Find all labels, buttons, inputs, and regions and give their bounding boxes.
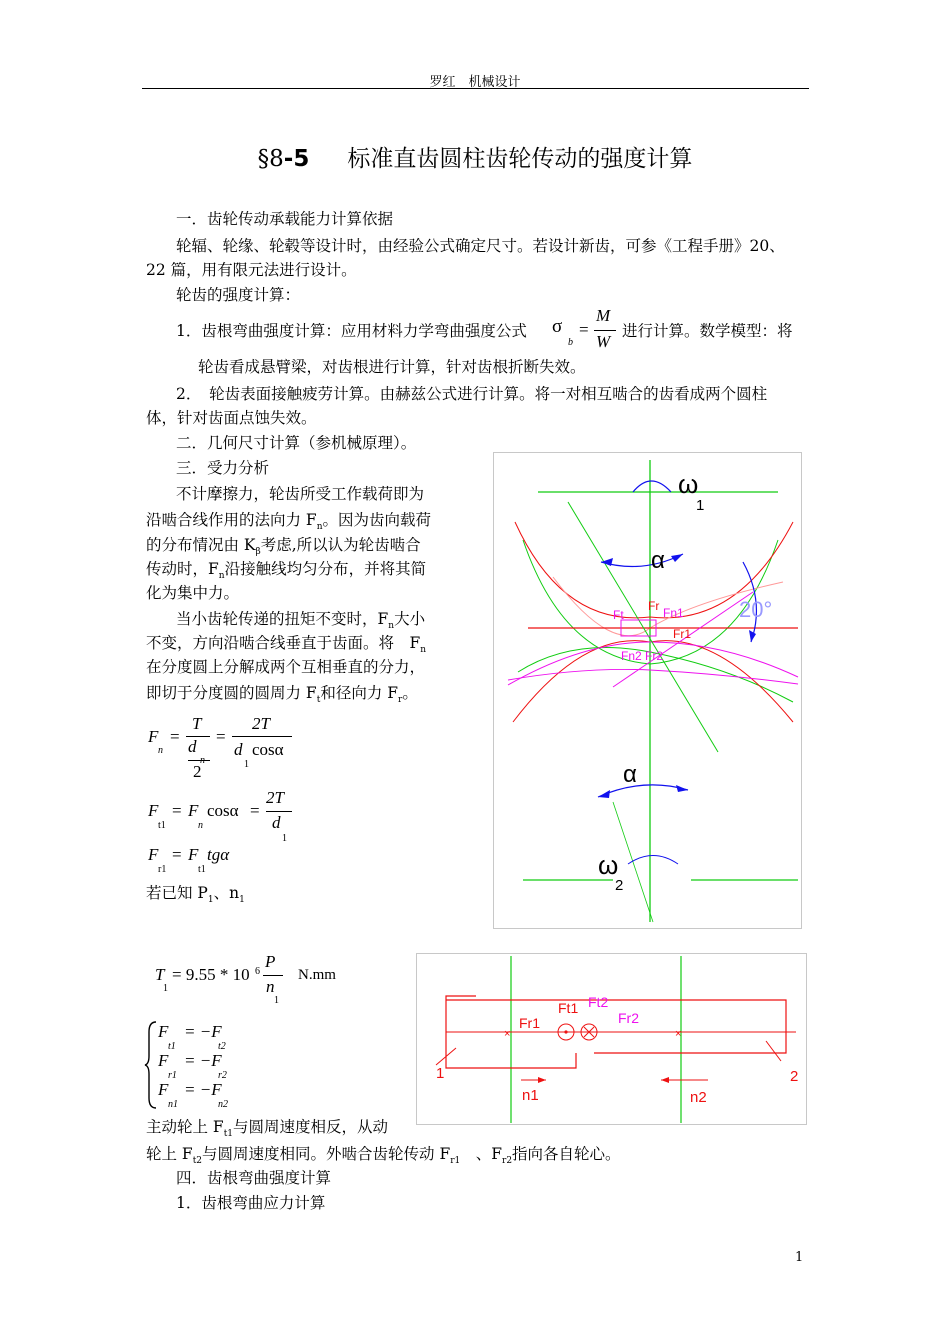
heading-4: 四．齿根弯曲强度计算	[176, 1169, 332, 1187]
paragraph-line: 轮齿的强度计算：	[176, 286, 301, 304]
svg-text:2: 2	[790, 1068, 799, 1085]
fraction-bar	[594, 330, 616, 331]
svg-text:1: 1	[436, 1065, 445, 1082]
angle-label: 20°	[739, 597, 773, 622]
paragraph-line: 在分度圆上分解成两个互相垂直的分力，	[146, 658, 426, 676]
section-title-text: 标准直齿圆柱齿轮传动的强度计算	[347, 146, 693, 172]
svg-text:2: 2	[615, 877, 624, 894]
omega1-label: ω	[678, 469, 699, 499]
section-number: -5	[283, 146, 310, 172]
paragraph-line: 轮上 $F_{t2}$与圆周速度相同。外啮合齿轮传动 $F_{r1}$ 、$F_{r2}$指向各自轮心。	[146, 1145, 621, 1166]
formula-denominator: W	[596, 332, 611, 351]
svg-text:n1: n1	[522, 1087, 539, 1104]
alpha2-label: α	[623, 761, 637, 788]
header-rule	[142, 88, 809, 89]
heading-5: 1．齿根弯曲应力计算	[176, 1194, 326, 1212]
running-header: 罗红 机械设计	[429, 75, 521, 90]
svg-text:Fr1: Fr1	[519, 1015, 540, 1031]
svg-text:1: 1	[696, 497, 705, 514]
heading-3: 三．受力分析	[176, 459, 270, 477]
paragraph-line: 若已知 $P_1$、$n_1$	[146, 884, 245, 905]
paragraph-line: 化为集中力。	[146, 584, 240, 602]
paragraph-line: 即切于分度圆的圆周力 $F_t$和径向力 $F_r$。	[146, 684, 418, 705]
paragraph-line: 不计摩擦力，轮齿所受工作载荷即为	[176, 485, 425, 503]
paragraph-line: 进行计算。数学模型：将	[622, 322, 793, 340]
formula-sigma: σ	[552, 316, 563, 337]
svg-text:×: ×	[675, 1028, 682, 1040]
svg-text:Fr: Fr	[648, 599, 660, 613]
shaft-force-diagram	[416, 953, 808, 1126]
paragraph-line: 1．齿根弯曲强度计算：应用材料力学弯曲强度公式	[176, 322, 527, 340]
svg-text:Fr1: Fr1	[673, 627, 691, 641]
svg-text:Fr2: Fr2	[645, 649, 663, 663]
paragraph-line: 22 篇，用有限元法进行设计。	[146, 261, 357, 279]
paragraph-line: 沿啮合线作用的法向力 $F_n$。因为齿向载荷	[146, 511, 431, 532]
formula-sub: b	[568, 337, 573, 348]
svg-text:Fn1: Fn1	[663, 606, 684, 620]
svg-text:Fn2: Fn2	[621, 649, 642, 663]
omega2-label: ω	[598, 850, 619, 880]
paragraph-line: 2． 轮齿表面接触疲劳计算。由赫兹公式进行计算。将一对相互啮合的齿看成两个圆柱	[176, 385, 768, 403]
gear-mesh-diagram	[493, 452, 803, 930]
heading-2: 二．几何尺寸计算（参机械原理）。	[176, 434, 417, 452]
formula-numerator: M	[596, 306, 611, 325]
heading-1: 一．齿轮传动承载能力计算依据	[176, 210, 394, 228]
svg-text:Fr2: Fr2	[618, 1010, 639, 1026]
svg-text:×: ×	[504, 1028, 511, 1040]
svg-text:Ft1: Ft1	[558, 1000, 579, 1016]
paragraph-line: 当小齿轮传递的扭矩不变时，$F_n$大小	[176, 610, 426, 631]
svg-text:n2: n2	[690, 1089, 707, 1106]
section-title	[0, 140, 950, 173]
alpha1-label: α	[651, 547, 665, 574]
svg-text:Ft2: Ft2	[588, 994, 609, 1010]
paragraph-line: 主动轮上 $F_{t1}$与圆周速度相反，从动	[146, 1118, 389, 1139]
paragraph-line: 轮辐、轮缘、轮毂等设计时，由经验公式确定尺寸。若设计新齿，可参《工程手册》20、	[176, 237, 785, 255]
page-number: 1	[795, 1250, 804, 1265]
paragraph-line: 的分布情况由 $K_\beta$考虑,所以认为轮齿啮合	[146, 536, 421, 557]
paragraph-line: 轮齿看成悬臂梁，对齿根进行计算，针对齿根折断失效。	[198, 358, 586, 376]
section-symbol: §8	[257, 146, 284, 172]
paragraph-line: 体，针对齿面点蚀失效。	[146, 409, 317, 427]
paragraph-line: 传动时，$F_n$沿接触线均匀分布，并将其简	[146, 560, 427, 581]
svg-text:Ft: Ft	[613, 608, 624, 622]
formula-eq: =	[579, 320, 589, 339]
paragraph-line: 不变，方向沿啮合线垂直于齿面。将 $F_n$	[146, 634, 427, 655]
